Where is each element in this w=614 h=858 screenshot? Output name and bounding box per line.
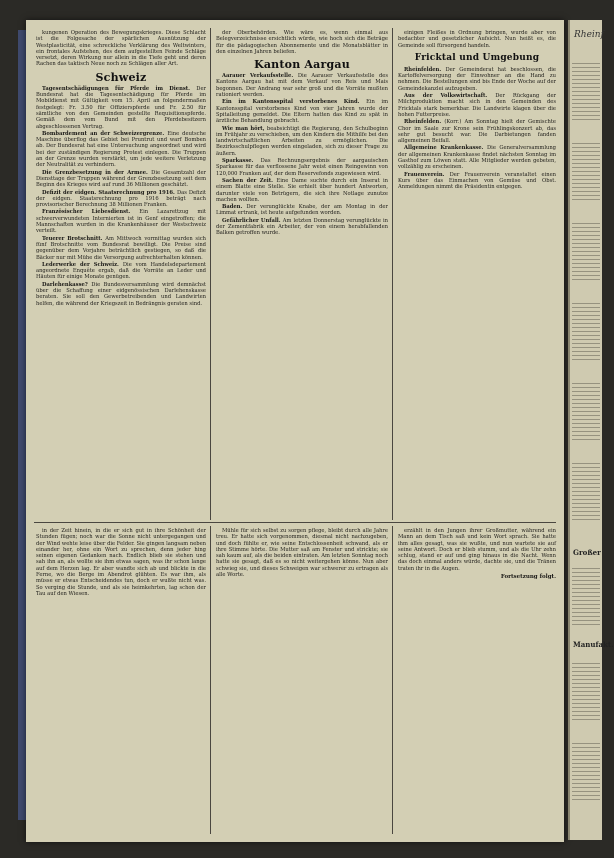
article-kicker: Bombardement an der Schweizergrenze. (42, 130, 168, 137)
column-rule (210, 28, 211, 520)
article-paragraph (216, 73, 388, 98)
article-paragraph (216, 204, 388, 217)
article-body: Die Bundesversammlung wird demnächst über die Schaffung einer eidgenössischen Darlehenskasse beraten. Sie soll den Gewerbetreibenden und Landwirten helfen, die während der Kriegszeit in Bedrängnis geraten sind. (36, 281, 206, 307)
feuilleton-left (36, 528, 206, 834)
feuilleton-middle (216, 528, 388, 834)
article-kicker: Rheinfelden. (404, 66, 446, 73)
article-paragraph (36, 262, 206, 281)
column-rule (392, 28, 393, 520)
article-kicker: Baden. (222, 204, 247, 211)
article-body: einigen Fleißes in Ordnung bringen, wurde aber von bedachter und gesetzlicher Aufsicht. Nun heißt es, die Gemeinde soll fürsorgend handeln. (398, 30, 556, 49)
article-kicker: Tagesentschädigungen für Pferde im Dienst. (42, 85, 197, 92)
heading-schweiz: Schweiz (95, 70, 147, 84)
article-body: Am Mittwoch vormittag wurden sich fünf Brotschnitte vom Bundesrat bewilligt. Die Preise sind gegenüber dem Vorjahre beträchtlich gestiegen, so daß die Bäcker nur mit Mühe die Versorgung aufrechterhalten können. (36, 235, 206, 261)
article-body: Das Rechnungsergebnis der aargauischen Sparkasse für das verflossene Jahr weist einen Reingewinn von 120,000 Franken auf, der dem Reservefonds zugewiesen wird. (216, 158, 388, 177)
feuilleton-text: erzählt in den Jungen ihrer Großmutter, während ein Mann an dem Tisch saß und kein Wort sprach. Sie hatte ihm alles gesagt, was sie wußte, und nun wartete sie auf seine Antwort. Doch er blieb stumm, und als die Uhr zehn schlug, stand er auf und ging hinaus in die Nacht. Wenn das doch einmal anders würde, dachte sie, und die Tränen traten ihr in die Augen. (398, 528, 556, 572)
article-kicker: Sparkasse. (222, 158, 261, 165)
article-paragraph (36, 30, 206, 68)
article-kicker: Gefährlicher Unfall. (222, 217, 283, 224)
article-body: Eine deutsche Maschine überflog das Gebiet bei Pruntrut und warf Bomben ab. Der Bundesrat hat eine Untersuchung angeordnet und wird bei der zuständigen Regierung Protest einlegen. Die Truppen an der Grenze wurden verstärkt, um jede weitere Verletzung der Neutralität zu verhindern. (36, 130, 206, 169)
article-body: Die Aarauer Verkaufsstelle des Kantons Aargau hat mit dem Verkauf von Reis und Mais begonnen. Der Andrang war sehr groß und die Vorräte mußten rationiert werden. (216, 73, 389, 99)
column-3 (398, 30, 556, 520)
article-body: Der Bundesrat hat die Tagesentschädigung für Pferde im Mobildienst mit Gültigkeit vom 15. April an folgendermaßen festgelegt: Fr. 3.50 für Offizierspferde und Fr. 2.50 für sämtliche von den Gemeinden gestellte Requisitionspferde. Gemäß dem vom Bund mit den Pferdebesitzern abgeschlossenen Vertrag. (36, 85, 206, 130)
article-paragraph (216, 218, 388, 237)
next-page-text-block (572, 140, 600, 200)
article-kicker: Darlehenkasse? (42, 281, 92, 288)
next-page-text-block (572, 565, 600, 625)
article-paragraph (398, 145, 556, 170)
article-paragraph (36, 131, 206, 169)
next-page-edge (568, 20, 614, 840)
article-paragraph (36, 209, 206, 234)
feuilleton-rule (34, 522, 556, 523)
article-body: Das Defizit der eidgen. Staatsrechnung pro 1916 beträgt nach provisorischer Berechnung 38 Millionen Franken. (36, 189, 206, 209)
article-kicker: Ein im Kantonsspital verstorbenes Kind. (222, 99, 367, 106)
article-kicker: Rheinfelden. (404, 119, 445, 126)
article-paragraph (216, 158, 388, 177)
article-kicker: Aarauer Verkaufsstelle. (222, 73, 298, 80)
next-page-ad-label: Manufakt. (573, 640, 614, 649)
next-page-text-block (572, 460, 600, 520)
article-kicker: Wie man hört, (222, 125, 267, 132)
column-1 (36, 30, 206, 520)
feuilleton-text: in der Zeit hinein, in die er sich gut in ihre Schönheit der Stunden fügen; noch war die Sonne nicht untergegangen und der Wind wehte leise über die Felder. Sie gingen langsam neben einander her, ohne ein Wort zu sprechen, denn jeder hing seinen eigenen Gedanken nach. Endlich blieb sie stehen und sah ihn an, als wollte sie ihm etwas sagen, was ihr schon lange auf dem Herzen lag. Er aber wandte sich ab und blickte in die Ferne, wo die Berge im Abendrot glühten. Es war ihm, als müsse er etwas Entscheidendes tun, doch er wußte nicht was. So verging die Stunde, und als sie heimkehrten, lag schon der Tau auf den Wiesen. (36, 528, 206, 597)
article-paragraph (36, 170, 206, 189)
next-page-text-block (572, 660, 600, 720)
article-body: Der verunglückte Knabe, der am Montag in der Limmat ertrank, ist heute aufgefunden worden. (216, 204, 388, 217)
fortsetzung-folgt: Fortsetzung folgt. (500, 574, 556, 581)
article-body: Die vom Handelsdepartement angeordnete Enquête ergab, daß die Vorräte an Leder und Häuten für einige Monate genügen. (36, 261, 206, 281)
article-paragraph (398, 67, 556, 92)
article-body: Eine Dame suchte durch ein Inserat in einem Blatte eine Stelle. Sie erhielt über hundert Antworten, darunter viele von Betrügern, die sich ihre Notlage zunutze machen wollten. (216, 177, 388, 203)
article-kicker: Französischer Liebesdienst. (42, 209, 140, 216)
article-paragraph (216, 126, 388, 157)
article-body: Der Frauenverein veranstaltet einen Kurs über das Einmachen von Gemüse und Obst. Anmeldungen nimmt die Präsidentin entgegen. (398, 171, 556, 191)
article-kicker: Defizit der eidgen. Staatsrechnung pro 1916. (42, 189, 177, 196)
article-body: beabsichtigt die Regierung, den Schulbeginn im Frühjahr zu verschieben, um den Kindern die Mithilfe bei den landwirtschaftlichen Arbeiten zu ermöglichen. Die Bezirksschulpflegen werden eingeladen, sich zu dieser Frage zu äußern. (216, 125, 388, 157)
article-body: (Korr.) Am Sonntag hielt der Gemischte Chor im Saale zur Krone sein Frühlingskonzert ab, das sehr gut besucht war. Die Darbietungen fanden allgemeinen Beifall. (398, 119, 556, 145)
next-page-text-block (572, 300, 600, 360)
article-paragraph (216, 178, 388, 203)
article-body: Ein im Kantonsspital verstorbenes Kind von vier Jahren wurde der Spitalleitung gemeldet. Die Eltern hatten das Kind zu spät in ärztliche Behandlung gebracht. (216, 99, 388, 125)
article-kicker: Frauenverein. (404, 171, 450, 178)
article-paragraph (398, 172, 556, 191)
article-kicker: Die Grenzbesetzung in der Armee. (42, 169, 152, 176)
next-page-text-block (572, 60, 600, 120)
article-kicker: Sachen der Zeit. (222, 177, 277, 184)
article-body: Die Gesamtzahl der Diensttage der Truppen während der Grenzbesetzung seit dem Beginn des Krieges wird auf rund 36 Millionen geschätzt. (36, 169, 206, 189)
article-body: Die Generalversammlung der allgemeinen Krankenkasse findet nächsten Sonntag im Gasthof zum Löwen statt. Alle Mitglieder werden gebeten, vollzählig zu erscheinen. (398, 145, 556, 171)
next-page-text-block (572, 740, 600, 800)
article-kicker: Allgemeine Krankenkasse. (404, 145, 487, 152)
next-page-text-block (572, 380, 600, 440)
col1-schweiz (36, 86, 206, 307)
article-body: Der Rückgang der Milchproduktion macht sich in den Gemeinden des Fricktals stark bemerkbar. Die Landwirte klagen über die hohen Futterpreise. (398, 93, 556, 118)
heading-kanton-aargau: Kanton Aargau (254, 58, 350, 72)
heading-fricktal: Fricktal und Umgebung (414, 52, 540, 63)
article-kicker: Aus der Volkswirtschaft. (404, 93, 496, 100)
article-paragraph (216, 30, 388, 55)
article-kicker: Teuerer Brotschnitt. (42, 235, 106, 242)
next-page-ad-label: Großer (573, 548, 601, 557)
col2-aargau (216, 73, 388, 236)
article-paragraph (36, 190, 206, 209)
col2-top (216, 30, 388, 55)
article-body: Am letzten Donnerstag verunglückte in der Zementfabrik ein Arbeiter, der von einem herabfallenden Balken getroffen wurde. (216, 217, 388, 237)
column-2 (216, 30, 388, 520)
article-paragraph (398, 93, 556, 118)
article-paragraph (398, 30, 556, 49)
article-paragraph (36, 236, 206, 261)
article-paragraph (36, 86, 206, 130)
column-rule (392, 526, 393, 834)
col3-fricktal (398, 67, 556, 191)
article-paragraph (398, 119, 556, 144)
newspaper-page (26, 20, 564, 842)
article-body: kungenen Operation des Bewegungskrieges. Diese Schlacht ist die Folgesache der spärlichen Ausnützung der Westplasticität, eine schreckliche Verklärung des Weltwinters, ein frontales Aufstehen, des dem aufgestellten Feinde Schläge versetzt, deren Wirkung nur allein in die Tiefe geht und deren Rachen das taktisch Neue noch zu Schlägen aller Art. (36, 30, 206, 68)
article-body: der Oberbehörden. Wie wäre es, wenn einmal aus Belegverzeichnisse ersichtlich würde, wie hoch sich die Beträge für die pädagogischen Abonnemente und die Monatsblätter in den einzelnen Jahren beliefen. (216, 30, 388, 55)
col3-top (398, 30, 556, 49)
feuilleton-right (398, 528, 556, 834)
article-kicker: Lederwerke der Schweiz. (42, 261, 123, 268)
article-paragraph (36, 282, 206, 307)
next-page-text-block (572, 220, 600, 280)
column-rule (210, 526, 211, 834)
feuilleton-text: Mühle für sich selbst zu sorgen pflege, bleibt durch alle Jahre treu. Er hatte sich vorgenommen, diesmal nicht nachzugeben, und doch fühlte er, wie seine Entschlossenheit schwand, als er ihre Stimme hörte. Die Mutter saß am Fenster und strickte; sie sah kaum auf, als die beiden eintraten. Am letzten Sonntag noch hatte sie gesagt, daß es so nicht weitergehen könne. Nun aber schwieg sie, und dieses Schweigen war schwerer zu ertragen als alle Worte. (216, 528, 388, 579)
col1-top (36, 30, 206, 68)
next-page-masthead: Rheinf (574, 30, 604, 40)
article-body: Der Gemeinderat hat beschlossen, die Kartoffelversorgung der Einwohner an die Hand zu nehmen. Die Bestellungen sind bis Ende der Woche auf der Gemeindekanzlei aufzugeben. (398, 66, 556, 92)
article-body: Ein Lazarettzug mit schwerverwundeten Internierten ist in Genf eingetroffen; die Mannschaften wurden in die Krankenhäuser der Westschweiz verteilt. (36, 209, 206, 235)
article-paragraph (216, 99, 388, 124)
